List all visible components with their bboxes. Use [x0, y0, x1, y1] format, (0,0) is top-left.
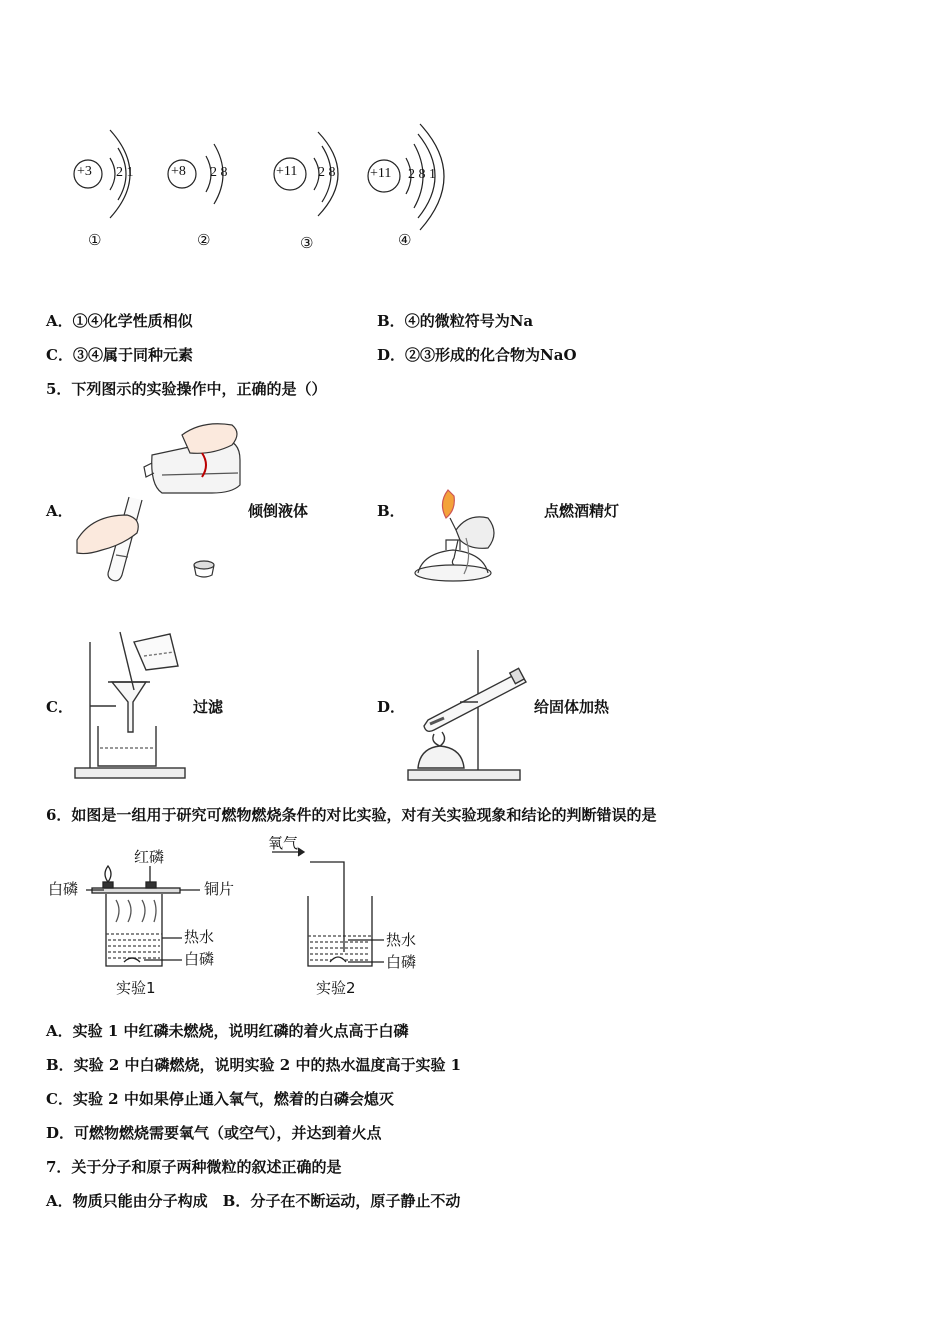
atom-1-label: ①: [88, 231, 102, 249]
q7-options-line[interactable]: A．物质只能由分子构成 B．分子在不断运动，原子静止不动: [46, 1192, 461, 1210]
exp1-white-phosphorus-top-label: 白磷: [48, 880, 79, 898]
exp1-hot-water-label: 热水: [184, 928, 215, 946]
atom-4-label: ④: [398, 231, 412, 249]
heat-solid-figure: [400, 642, 535, 784]
atom-2-label: ②: [197, 231, 211, 249]
combustion-experiment-figure: [46, 836, 436, 1004]
q5-option-d-caption: 给固体加热: [534, 698, 610, 716]
filtration-figure: [72, 630, 192, 782]
exp1-copper-label: 铜片: [204, 880, 235, 898]
q4-option-d[interactable]: D．②③形成的化合物为NaO: [377, 346, 577, 364]
q4-option-c[interactable]: C．③④属于同种元素: [46, 346, 193, 364]
q7-stem: 7．关于分子和原子两种微粒的叙述正确的是: [46, 1158, 342, 1176]
q5-option-b-letter[interactable]: B．: [377, 502, 405, 520]
atom-2-nucleus: +8: [171, 164, 186, 179]
atom-arcs: [60, 120, 480, 260]
atom-4-nucleus: +11: [370, 166, 392, 181]
q6-option-d[interactable]: D．可燃物燃烧需要氧气（或空气），并达到着火点: [46, 1124, 382, 1142]
exp2-caption: 实验2: [316, 979, 356, 997]
exp2-hot-water-label: 热水: [386, 931, 417, 949]
q6-option-b[interactable]: B．实验 2 中白磷燃烧，说明实验 2 中的热水温度高于实验 1: [46, 1056, 462, 1074]
q5-option-d-letter[interactable]: D．: [377, 698, 406, 716]
q6-option-c[interactable]: C．实验 2 中如果停止通入氧气，燃着的白磷会熄灭: [46, 1090, 394, 1108]
atom-4-shells: 2 8 1: [408, 167, 436, 182]
q4-option-b[interactable]: B．④的微粒符号为Na: [377, 312, 534, 330]
atom-1-nucleus: +3: [77, 164, 92, 179]
q5-stem: 5．下列图示的实验操作中，正确的是（）: [46, 380, 327, 398]
light-alcohol-lamp-figure: [408, 478, 538, 588]
atom-3-nucleus: +11: [276, 164, 298, 179]
q6-stem: 6．如图是一组用于研究可燃物燃烧条件的对比实验，对有关实验现象和结论的判断错误的是: [46, 806, 657, 824]
exp2-white-phosphorus-label: 白磷: [386, 953, 417, 971]
pour-liquid-figure: [72, 415, 252, 585]
exp1-caption: 实验1: [116, 979, 156, 997]
atom-3-label: ③: [300, 234, 314, 252]
atom-diagrams: [60, 120, 480, 260]
atom-1-shells: 2 1: [116, 165, 134, 180]
q5-option-a-letter[interactable]: A．: [46, 502, 73, 520]
exp1-white-phosphorus-bottom-label: 白磷: [184, 950, 215, 968]
atom-2-shells: 2 8: [210, 165, 228, 180]
exp1-red-phosphorus-label: 红磷: [134, 848, 165, 866]
exp2-oxygen-label: 氧气: [268, 836, 299, 852]
q5-option-c-letter[interactable]: C．: [46, 698, 73, 716]
q5-option-a-caption: 倾倒液体: [248, 502, 309, 520]
atom-3-shells: 2 8: [318, 165, 336, 180]
q5-option-b-caption: 点燃酒精灯: [544, 502, 620, 520]
q4-option-a[interactable]: A．①④化学性质相似: [46, 312, 193, 330]
q6-option-a[interactable]: A．实验 1 中红磷未燃烧，说明红磷的着火点高于白磷: [46, 1022, 409, 1040]
q5-option-c-caption: 过滤: [193, 698, 224, 716]
